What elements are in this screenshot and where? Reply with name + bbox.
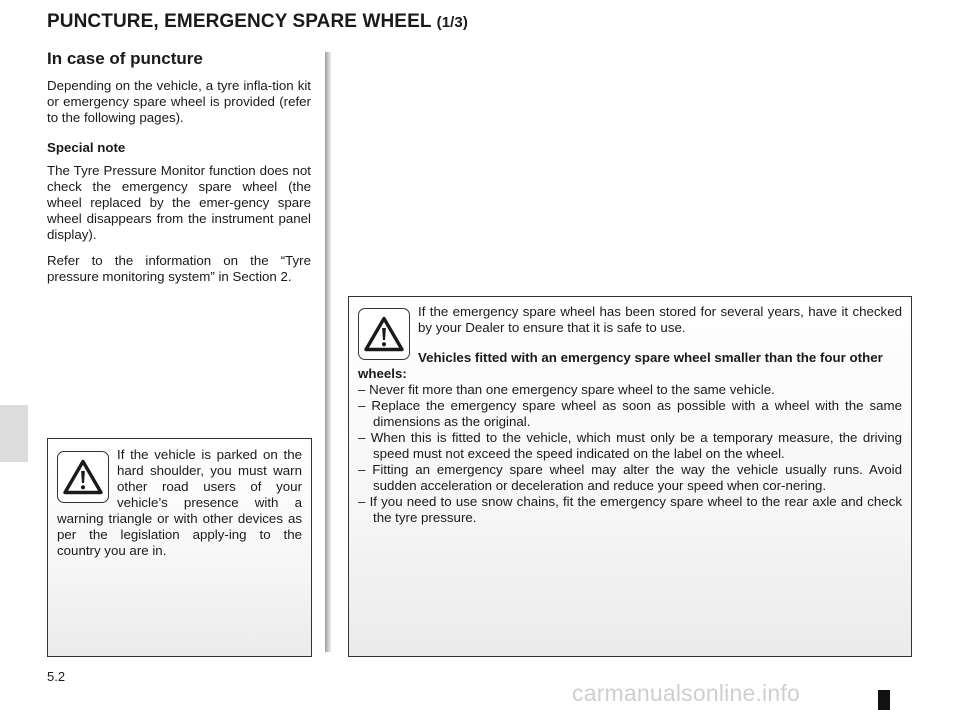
warning-triangle-icon: [57, 451, 109, 503]
left-column: [47, 49, 311, 295]
reference-paragraph: Refer to the information on the “Tyre pressure monitoring system” in Section 2.: [47, 253, 311, 284]
warning-triangle-svg: [63, 459, 103, 495]
spare-wheel-bullet-list: [358, 382, 902, 526]
warning-triangle-icon: [358, 308, 410, 360]
smaller-wheel-subheading: Vehicles fitted with an emergency spare wheel smaller than the four other wheels:: [358, 350, 883, 381]
section-side-tab: [0, 405, 28, 462]
column-divider: [325, 52, 331, 652]
page-title: [47, 11, 468, 33]
watermark-text: carmanualsonline.info: [572, 680, 800, 706]
page-part-indicator: (1/3): [436, 14, 468, 31]
special-note-paragraph: The Tyre Pressure Monitor function does not check the emergency spare wheel (the wheel replaced by the emer-gency spare wheel disappears from the instrument panel display).: [47, 163, 311, 242]
intro-paragraph: Depending on the vehicle, a tyre infla-tion kit or emergency spare wheel is provided (refer to the following pages).: [47, 78, 311, 125]
spare-wheel-storage-text: If the emergency spare wheel has been stored for several years, have it checked by your Dealer to ensure that it is safe to use.: [418, 304, 902, 335]
warning-triangle-svg: [364, 316, 404, 352]
list-item: – Never fit more than one emergency spare wheel to the same vehicle.: [358, 382, 775, 397]
list-item: – If you need to use snow chains, fit the emergency spare wheel to the rear axle and check the tyre pressure.: [358, 494, 902, 525]
list-item: – Replace the emergency spare wheel as soon as possible with a wheel with the same dimensions as the original.: [358, 398, 902, 429]
special-note-heading: Special note: [47, 140, 126, 155]
corner-marker: [878, 690, 890, 710]
list-item: – Fitting an emergency spare wheel may alter the way the vehicle usually runs. Avoid sudden acceleration or deceleration and reduce your speed when cor-nering.: [358, 462, 902, 493]
section-heading: In case of puncture: [47, 49, 203, 68]
warning-box-hard-shoulder: [47, 438, 312, 657]
page-number: 5.2: [47, 669, 66, 684]
hard-shoulder-warning-text: If the vehicle is parked on the hard shoulder, you must warn other road users of your vehicle’s presence with a warning triangle or with other devices as per the legislation apply-ing to the country you are in.: [57, 447, 302, 558]
warning-box-spare-wheel: [348, 296, 912, 657]
list-item: – When this is fitted to the vehicle, which must only be a temporary measure, the driving speed must not exceed the speed indicated on the label on the wheel.: [358, 430, 902, 461]
page-title-text: PUNCTURE, EMERGENCY SPARE WHEEL: [47, 11, 432, 32]
